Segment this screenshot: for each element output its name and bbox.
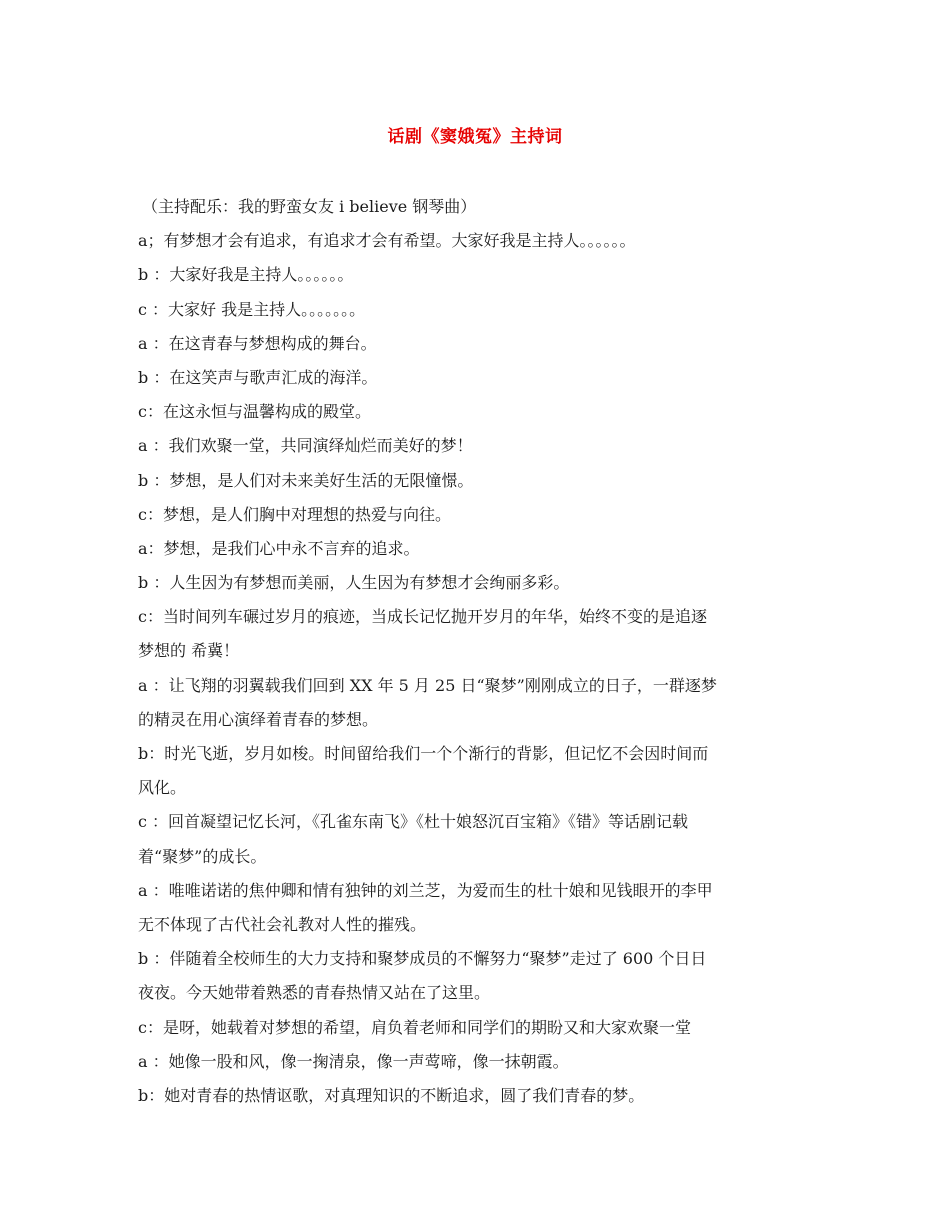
text-line: 夜夜。今天她带着熟悉的青春热情又站在了这里。 — [138, 983, 491, 1003]
text-line: 的精灵在用心演绎着青春的梦想。 — [138, 709, 379, 729]
text-line: a；有梦想才会有追求，有追求才会有希望。大家好我是主持人。。。。。。 — [138, 231, 636, 251]
text-line: a ：我们欢聚一堂，共同演绎灿烂而美好的梦！ — [138, 436, 473, 456]
text-line: c：是呀，她载着对梦想的希望，肩负着老师和同学们的期盼又和大家欢聚一堂 — [138, 1017, 691, 1037]
text-line: a ：在这青春与梦想构成的舞台。 — [138, 333, 377, 353]
text-line: b：时光飞逝，岁月如梭。时间留给我们一个个渐行的背影，但记忆不会因时间而 — [138, 744, 709, 763]
text-line: a：梦想，是我们心中永不言弃的追求。 — [138, 538, 420, 558]
text-line: b ：伴随着全校师生的大力支持和聚梦成员的不懈努力“聚梦”走过了 600 个日日 — [138, 949, 707, 969]
text-line: a ：她像一股和风，像一掬清泉，像一声莺啼，像一抹朝霞。 — [138, 1051, 569, 1071]
text-line: b ：在这笑声与歌声汇成的海洋。 — [138, 367, 378, 387]
text-line: （主持配乐：我的野蛮女友 i believe 钢琴曲） — [142, 197, 477, 216]
text-line: c：在这永恒与温馨构成的殿堂。 — [138, 402, 371, 422]
text-line: c ：回首凝望记忆长河，《孔雀东南飞》《杜十娘怒沉百宝箱》《错》等话剧记载 — [138, 812, 689, 832]
document-title: 话剧《窦娥冤》主持词 — [387, 127, 563, 147]
text-line: b ：人生因为有梦想而美丽，人生因为有梦想才会绚丽多彩。 — [138, 573, 570, 593]
text-line: c：当时间列车碾过岁月的痕迹，当成长记忆抛开岁月的年华，始终不变的是追逐 — [138, 607, 707, 627]
text-line: 着“聚梦”的成长。 — [138, 846, 267, 866]
text-line: c ：大家好 我是主持人。。。。。。。 — [138, 299, 366, 319]
text-line: 无不体现了古代社会礼教对人性的摧残。 — [138, 914, 427, 934]
text-line: 风化。 — [138, 778, 187, 798]
text-line: b ：大家好我是主持人。。。。。。 — [138, 265, 354, 285]
text-line: 梦想的 希冀！ — [138, 641, 240, 661]
document-body — [138, 190, 814, 1113]
text-line: a ：唯唯诺诺的焦仲卿和情有独钟的刘兰芝，为爱而生的杜十娘和见钱眼开的李甲 — [138, 880, 713, 900]
text-line: a ：让飞翔的羽翼载我们回到 XX 年 5 月 25 日“聚梦”刚刚成立的日子，一群逐梦 — [138, 675, 717, 695]
text-line: b：她对青春的热情讴歌，对真理知识的不断追求，圆了我们青春的梦。 — [138, 1085, 645, 1105]
text-line: b ：梦想，是人们对未来美好生活的无限憧憬。 — [138, 470, 474, 490]
text-line: c：梦想，是人们胸中对理想的热爱与向往。 — [138, 504, 451, 524]
